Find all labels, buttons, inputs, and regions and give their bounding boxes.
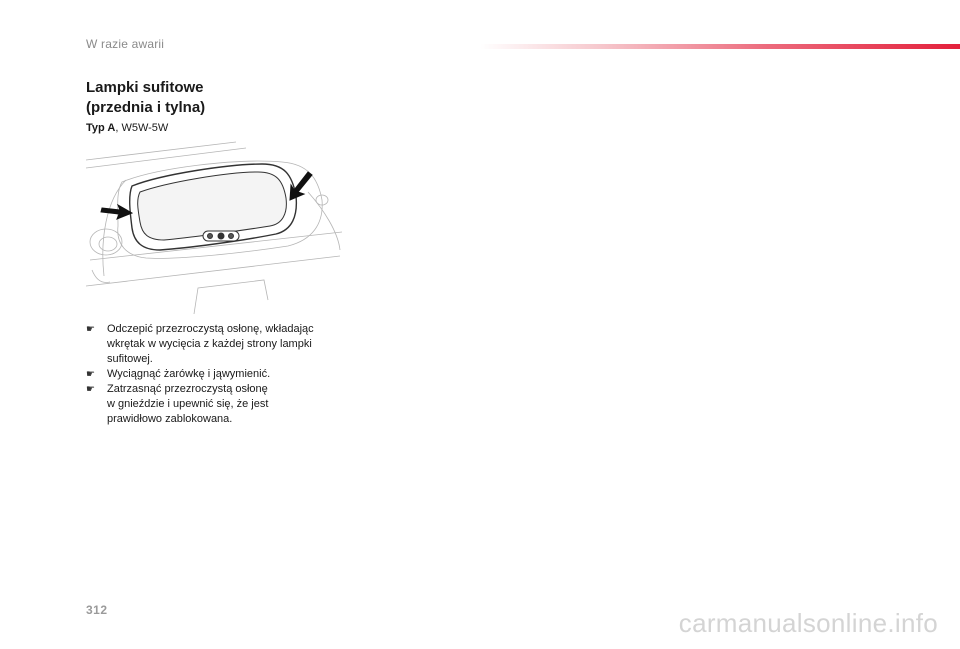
header-accent-rule: [480, 44, 960, 49]
switch-knob-inner: [99, 237, 117, 251]
section-title: [86, 78, 366, 118]
section-title-line-2: (przednia i tylna): [86, 99, 206, 116]
lower-panel: [194, 280, 268, 314]
bulb-type-value: , W5W-5W: [115, 122, 169, 134]
bulb-type-label: Typ A: [86, 122, 116, 134]
left-arrow-icon: [101, 205, 132, 219]
bulb-type-line: [86, 122, 168, 134]
instruction-item: [86, 322, 356, 367]
headliner-trim: [103, 180, 126, 276]
instruction-line: sufitowej.: [107, 353, 153, 365]
page-section-header: W razie awarii: [86, 37, 165, 51]
pointing-hand-icon: ☛: [86, 384, 95, 395]
instruction-item: [86, 382, 356, 427]
headliner-edge-top: [86, 142, 236, 160]
instruction-line: Wyciągnąć żarówkę i jąwymienić.: [107, 368, 271, 380]
left-trim-curve: [92, 270, 110, 283]
instruction-list: [86, 322, 356, 427]
instruction-item: [86, 367, 356, 382]
instruction-line: Odczepić przezroczystą osłonę, wkładając: [107, 323, 314, 335]
headliner-edge-right: [308, 192, 340, 250]
section-title-line-1: Lampki sufitowe: [86, 79, 204, 96]
lamp-lens: [138, 172, 287, 240]
ceiling-lamp-illustration: [86, 140, 342, 316]
lamp-switch: [203, 231, 239, 241]
instruction-line: w gnieździe i upewnić się, że jest: [107, 398, 269, 410]
pointing-hand-icon: ☛: [86, 324, 95, 335]
headliner-edge-bottom: [86, 256, 340, 286]
site-watermark: carmanualsonline.info: [678, 608, 938, 638]
instruction-line: Zatrzasnąć przezroczystą osłonę: [107, 383, 268, 395]
headliner-edge-top-inner: [86, 148, 246, 168]
pointing-hand-icon: ☛: [86, 369, 95, 380]
instruction-line: wkrętak w wycięcia z każdej strony lampki: [107, 338, 312, 350]
page-number: 312: [86, 603, 108, 617]
instruction-line: prawidłowo zablokowana.: [107, 413, 233, 425]
